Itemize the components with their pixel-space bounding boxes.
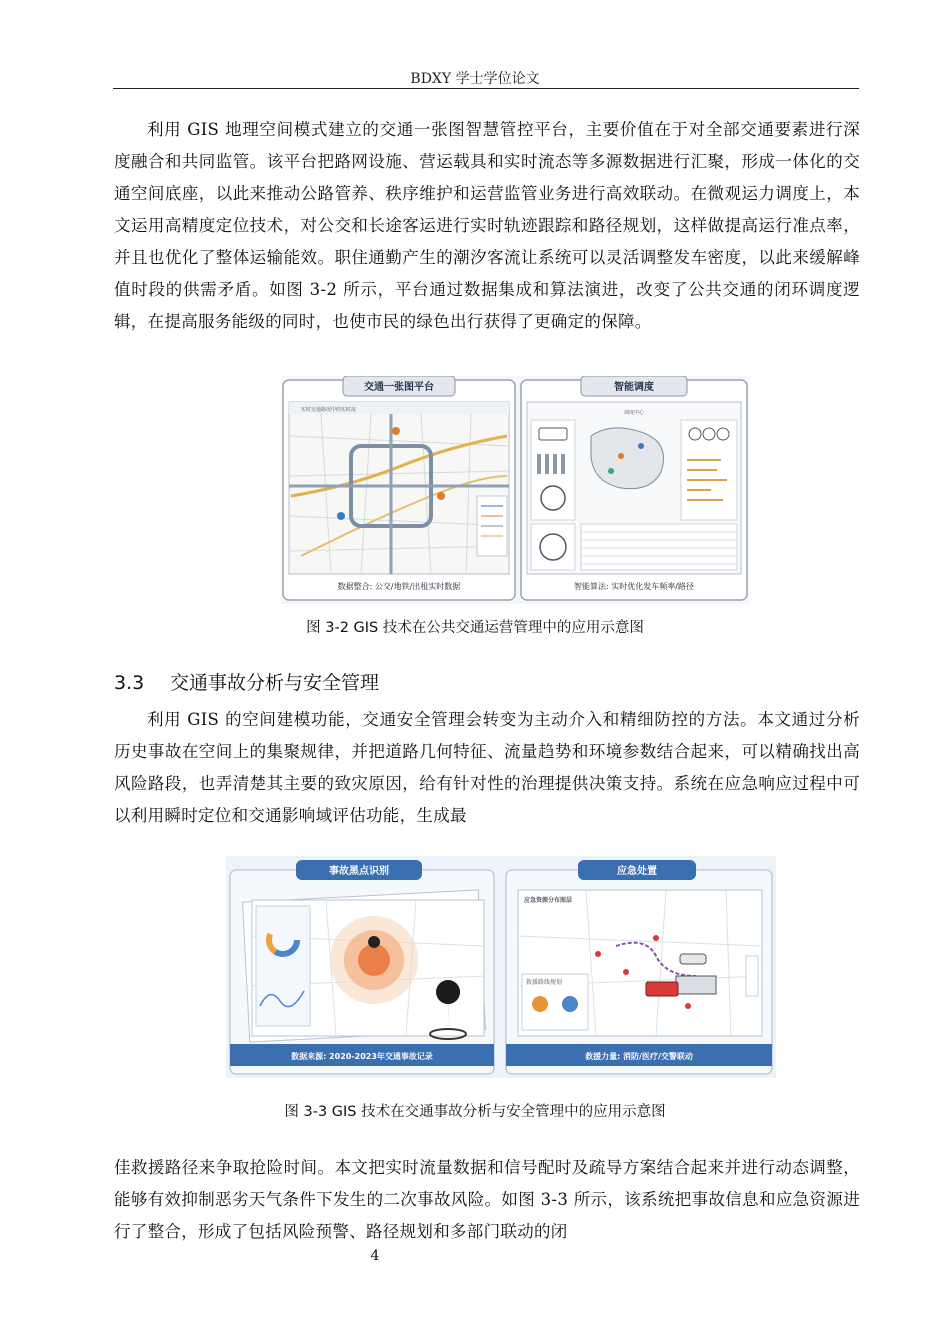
- section-number: 3.3: [114, 672, 145, 694]
- left-map-marker: [392, 427, 400, 435]
- paragraph-3: 佳救援路径来争取抢险时间。本文把实时流量数据和信号配时及疏导方案结合起来并进行动态调整，能够有效抑制恶劣天气条件下发生的二次事故风险。如图 3-3 所示，该系统把事故信息和应急资源进行了整合，形成了包括风险预警、路径规划和多部门联动的闭: [114, 1158, 860, 1241]
- figure-3-3-caption: 图 3-3 GIS 技术在交通事故分析与安全管理中的应用示意图: [284, 1104, 666, 1120]
- left-map-window-title: 实时交通路况中的实时流: [301, 407, 357, 413]
- figure-3-2-illustration: [281, 376, 749, 604]
- left-panel-footer: 数据来源: 2020-2023年交通事故记录: [291, 1052, 433, 1061]
- right-panel-footer: 智能算法: 实时优化发车频率/路径: [574, 582, 694, 591]
- figure-3-2: [281, 376, 749, 604]
- right-ambulance-icon: [680, 954, 706, 964]
- left-panel-footer: 数据整合: 公交/地铁/出租实时数据: [337, 582, 461, 591]
- paragraph-1: 利用 GIS 地理空间模式建立的交通一张图智慧管控平台，主要价值在于对全部交通要素进行深度融合和共同监管。该平台把路网设施、营运载具和实时流态等多源数据进行汇聚，形成一体化的交通空间底座，以此来推动公路管养、秩序维护和运营监管业务进行高效联动。在微观运力调度上，本文运用高精度定位技术，对公交和长途客运进行实时轨迹跟踪和路径规划，这样做提高运行准点率，并且也优化了整体运输能效。职住通勤产生的潮汐客流让系统可以灵活调整发车密度，以此来缓解峰值时段的供需矛盾。如图 3-2 所示，平台通过数据集成和算法演进，改变了公共交通的闭环调度逻辑，在提高服务能级的同时，也使市民的绿色出行获得了更确定的保障。: [114, 120, 860, 331]
- figure-3-3-illustration: [226, 856, 776, 1078]
- right-dashboard-title: 调度中心: [623, 410, 645, 416]
- section-heading: [114, 668, 379, 695]
- left-heatmap-core: [358, 944, 390, 976]
- header-title: BDXY 学士学位论文: [410, 71, 540, 87]
- right-panel-title: 智能调度: [614, 382, 654, 393]
- right-map-window-title: 应急资源分布图层: [524, 897, 573, 904]
- right-route-popup-title: 救援路线规划: [526, 979, 563, 986]
- section-title: 交通事故分析与安全管理: [170, 672, 380, 694]
- left-stats-panel: [256, 906, 310, 1026]
- right-schedule-table: [581, 524, 737, 570]
- right-panel-footer: 救援力量: 消防/医疗/交警联动: [585, 1052, 693, 1061]
- right-truck-icon: [676, 976, 716, 994]
- header-rule: [113, 88, 859, 89]
- left-panel-title: 交通一张图平台: [364, 382, 434, 393]
- right-map-zoom-controls: [746, 956, 758, 996]
- right-panel-title: 应急处置: [617, 866, 657, 877]
- left-panel-title: 事故黑点识别: [329, 866, 389, 877]
- figure-3-2-caption: 图 3-2 GIS 技术在公共交通运营管理中的应用示意图: [306, 620, 644, 636]
- figure-3-3: [226, 856, 776, 1078]
- page-number: 4: [370, 1248, 380, 1264]
- right-fire-truck-icon: [646, 982, 678, 996]
- paragraph-2: 利用 GIS 的空间建模功能，交通安全管理会转变为主动介入和精细防控的方法。本文通过分析历史事故在空间上的集聚规律，并把道路几何特征、流量趋势和环境参数结合起来，可以精确找出高风险路段，也弄清楚其主要的致灾原因，给有针对性的治理提供决策支持。系统在应急响应过程中可以利用瞬时定位和交通影响域评估功能，生成最: [114, 710, 860, 825]
